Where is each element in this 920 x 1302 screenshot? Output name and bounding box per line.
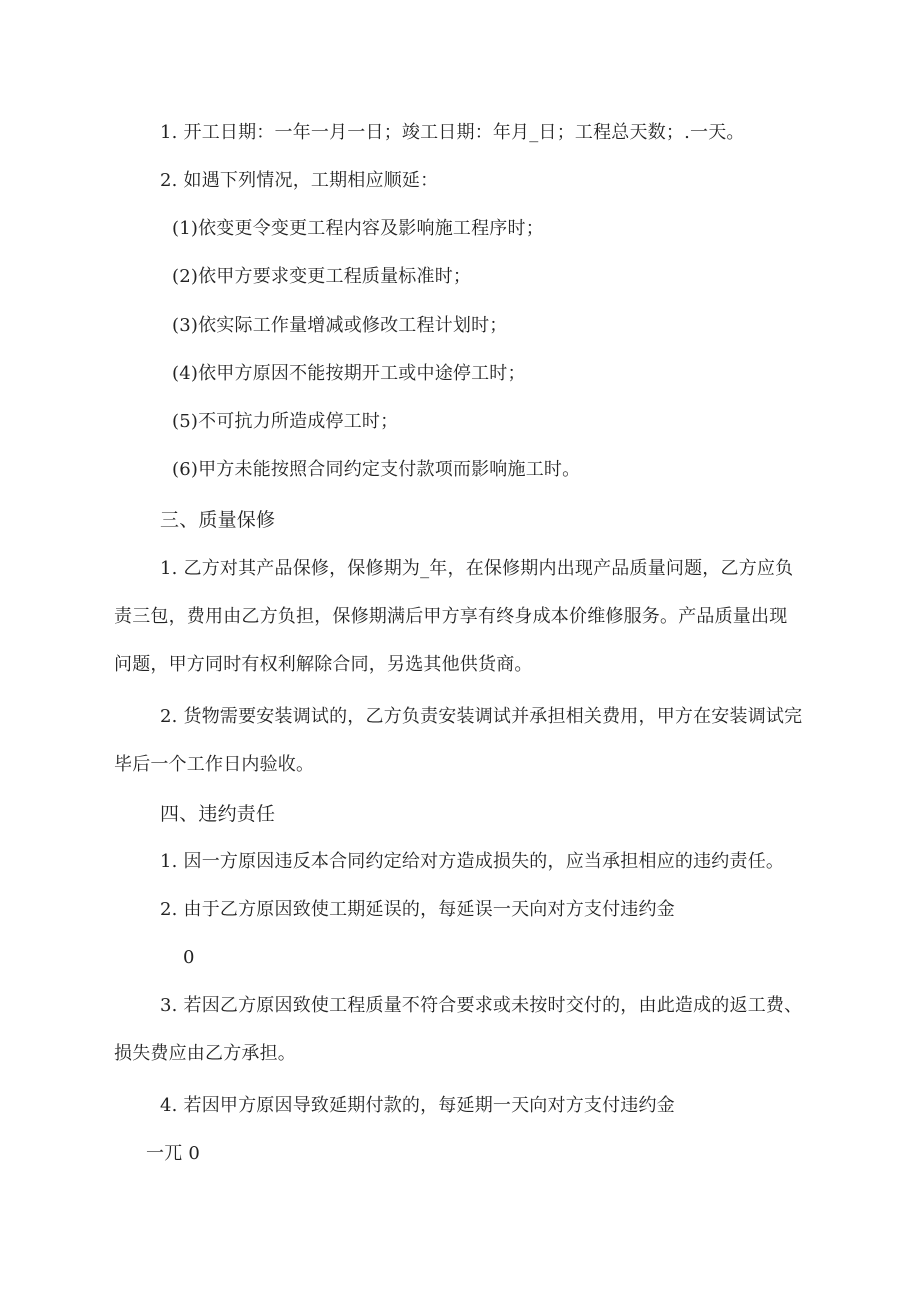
liability-item-2-tail: 0 [183,947,195,968]
delay-condition-3: (3)依实际工作量增减或修改工程计划时； [172,315,508,336]
liability-item-2: 2. 由于乙方原因致使工期延误的，每延误一天向对方支付违约金 [160,899,675,920]
liability-item-4: 4. 若因甲方原因导致延期付款的，每延期一天向对方支付违约金 [160,1095,675,1116]
schedule-item-1: 1. 开工日期：一年一月一日；竣工日期：年月_日；工程总天数；.一天。 [160,122,745,143]
delay-condition-4: (4)依甲方原因不能按期开工或中途停工时； [172,363,526,384]
section-heading-liability: 四、违约责任 [160,803,276,825]
liability-item-3-line-2: 损失费应由乙方承担。 [114,1043,296,1064]
section-heading-warranty: 三、质量保修 [160,509,276,531]
delay-condition-2: (2)依甲方要求变更工程质量标准时； [172,266,472,287]
warranty-paragraph-2-line-1: 2. 货物需要安装调试的，乙方负责安装调试并承担相关费用，甲方在安装调试完 [160,706,803,727]
delay-condition-5: (5)不可抗力所造成停工时； [172,411,399,432]
warranty-paragraph-1-line-1: 1. 乙方对其产品保修，保修期为_年，在保修期内出现产品质量问题，乙方应负 [160,558,794,579]
delay-condition-1: (1)依变更令变更工程内容及影响施工程序时； [172,218,544,239]
warranty-paragraph-2-line-2: 毕后一个工作日内验收。 [114,754,315,775]
warranty-paragraph-1-line-2: 责三包，费用由乙方负担，保修期满后甲方享有终身成本价维修服务。产品质量出现 [114,606,788,627]
schedule-item-2: 2. 如遇下列情况，工期相应顺延： [160,170,439,191]
delay-condition-6: (6)甲方未能按照合同约定支付款项而影响施工时。 [172,459,581,480]
liability-item-3-line-1: 3. 若因乙方原因致使工程质量不符合要求或未按时交付的，由此造成的返工费、 [160,995,803,1016]
liability-item-4-tail: 一兀 0 [146,1143,200,1164]
warranty-paragraph-1-line-3: 问题，甲方同时有权利解除合同，另选其他供货商。 [114,654,533,675]
liability-item-1: 1. 因一方原因违反本合同约定给对方造成损失的，应当承担相应的违约责任。 [160,851,785,872]
